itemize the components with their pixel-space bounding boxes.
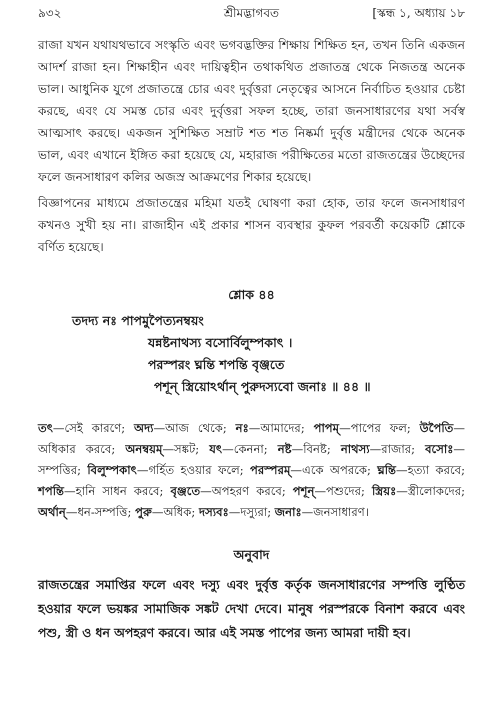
synonym-term: দস্যবঃ [199, 505, 229, 519]
synonym-term: স্ত্রিয়ঃ [371, 484, 397, 498]
synonym-meaning: আজ থেকে [165, 421, 223, 435]
synonym-term: বৃঞ্জতে [170, 484, 201, 498]
synonym-term: নাথস্য [340, 442, 370, 456]
synonym-term: অর্থান্ [38, 505, 66, 519]
synonym-term: বিলুম্পকাৎ [87, 463, 137, 477]
synonym-term: পাপম্ [313, 421, 340, 435]
synonym-term: অনম্বয়ম্ [125, 442, 163, 456]
synonym-term: পশূন্ [292, 484, 315, 498]
synonym-term: জনাঃ [274, 505, 302, 519]
synonym-term: যৎ [209, 442, 223, 456]
purport-paragraph-1: রাজা যখন যথাযথভাবে সংস্কৃতি এবং ভগবদ্ভক্তির শিক্ষায় শিক্ষিত হন, তখন তিনি একজন আদর্শ রাজা হন। শিক্ষাহীন এবং দায়িত্বহীন তথাকথিত প্রজাতন্ত্র থেকে নিজতন্ত্র অনেক ভাল। আধুনিক যুগে প্রজাতন্ত্রে চোর এবং দুর্বৃত্তরা নেতৃত্বের আসনে নির্বাচিত হওয়ার চেষ্টা করছে, এবং যে সমস্ত চোর এবং দুর্বৃত্তরা সফল হচ্ছে, তারা জনসাধারণের যথা সর্বস্ব আত্মসাৎ করছে। একজন সুশিক্ষিত সম্রাট শত শত নিষ্কর্মা দুর্বৃত্ত মন্ত্রীদের থেকে অনেক ভাল, এবং এখানে ইঙ্গিত করা হয়েছে যে, মহারাজ পরীক্ষিতের মতো রাজতন্ত্রের উচ্ছেদের ফলে জনসাধারণ কলির অজস্র আক্রমণের শিকার হয়েছে। [38, 38, 465, 184]
synonym-meaning: আমাদের [260, 421, 301, 435]
synonym-meaning: সম্পত্তির [38, 463, 78, 477]
page-body [38, 34, 465, 645]
chapter-reference: [স্কন্ধ ১, অধ্যায় ১৮ [372, 6, 465, 20]
purport-paragraph-2: বিজ্ঞাপনের মাধ্যমে প্রজাতন্ত্রের মহিমা যতই ঘোষণা করা হোক, তার ফলে জনসাধারণ কখনও সুখী হয় না। রাজাহীন এই প্রকার শাসন ব্যবস্থার কুফল পরবর্তী কয়েকটি শ্লোকে বর্ণিত হয়েছে। [38, 196, 465, 254]
synonym-meaning: সঙ্কট [174, 442, 196, 456]
synonym-meaning: গর্হিত হওয়ার ফলে [148, 463, 240, 477]
book-title: শ্রীমদ্ভাগবত [223, 6, 280, 20]
synonym-meaning: পশুদের [326, 484, 362, 498]
synonym-meaning: সেই কারণে [64, 421, 122, 435]
synonym-meaning: বিনষ্ট [303, 442, 327, 456]
synonym-term: শপন্তি [38, 484, 65, 498]
synonym-meaning: হানি সাধন করবে [75, 484, 160, 498]
translation-text: রাজতন্ত্রের সমাপ্তির ফলে এবং দস্যু এবং দুর্বৃত্ত কর্তৃক জনসাধারণের সম্পত্তি লুণ্ঠিত হওয়ার ফলে ভয়ঙ্কর সামাজিক সঙ্কট দেখা দেবে। মানুষ পরস্পরকে বিনাশ করবে এবং পশু, স্ত্রী ও ধন অপহরণ করবে। আর এই সমস্ত পাপের জন্য আমরা দায়ী হব। [38, 577, 465, 640]
synonym-meaning: দস্যুরা [240, 505, 268, 519]
synonym-meaning: একে অপরকে [302, 463, 367, 477]
verse-line-3: পরস্পরং ঘ্নন্তি শপন্তি বৃঞ্জতে [148, 357, 285, 372]
synonym-meaning: অপহরণ করবে [211, 484, 282, 498]
verse-line-2: যন্নষ্টনাথস্য বসোর্বিলুম্পকাৎ । [148, 335, 293, 350]
translation-heading: অনুবাদ [233, 547, 270, 562]
synonym-term: পুরু [135, 505, 152, 519]
synonym-meaning: রাজার [381, 442, 412, 456]
synonym-meaning: ধন-সম্পত্তি [77, 505, 128, 519]
synonym-term: নষ্ট [277, 442, 292, 456]
verse-line-1: তদদ্য নঃ পাপমুপৈত্যনম্বয়ং [72, 313, 204, 328]
synonym-meaning: অধিকার করবে [38, 442, 112, 456]
running-header [38, 6, 465, 24]
verse-block [38, 284, 465, 398]
verse-line-4: পশূন্ স্ত্রিয়োঽর্থান্ পুরুদস্যবো জনাঃ ॥ ৪৪ ॥ [154, 379, 371, 394]
synonym-term: অদ্য [134, 421, 154, 435]
synonym-term: উপৈতি [419, 421, 454, 435]
synonym-meaning: পাপের ফল [350, 421, 407, 435]
synonym-meaning: হত্যা করবে [407, 463, 462, 477]
synonym-meaning: জনসাধারণ [313, 505, 365, 519]
synonym-term: নঃ [235, 421, 249, 435]
synonym-term: বসোঃ [425, 442, 454, 456]
synonym-meaning: স্ত্রীলোকদের [407, 484, 462, 498]
synonym-meaning: অধিক [163, 505, 192, 519]
synonym-term: পরস্পরম্ [250, 463, 291, 477]
page-number: ৯৩২ [38, 6, 62, 20]
synonym-term: ঘ্নন্তি [377, 463, 397, 477]
synonym-meaning: কেননা [233, 442, 264, 456]
verse-title: শ্লোক ৪৪ [228, 287, 275, 302]
word-meanings: তৎ—সেই কারণে; অদ্য—আজ থেকে; নঃ—আমাদের; পাপম্—পাপের ফল; উপৈতি—অধিকার করবে; অনম্বয়ম্—সঙ্কট; যৎ—কেননা; নষ্ট—বিনষ্ট; নাথস্য—রাজার; বসোঃ—সম্পত্তির; বিলুম্পকাৎ—গর্হিত হওয়ার ফলে; পরস্পরম্—একে অপরকে; ঘ্নন্তি—হত্যা করবে; শপন্তি—হানি সাধন করবে; বৃঞ্জতে—অপহরণ করবে; পশূন্—পশুদের; স্ত্রিয়ঃ—স্ত্রীলোকদের; অর্থান্—ধন-সম্পত্তি; পুরু—অধিক; দস্যবঃ—দস্যুরা; জনাঃ—জনসাধারণ। [38, 421, 466, 519]
synonym-term: তৎ [38, 421, 53, 435]
